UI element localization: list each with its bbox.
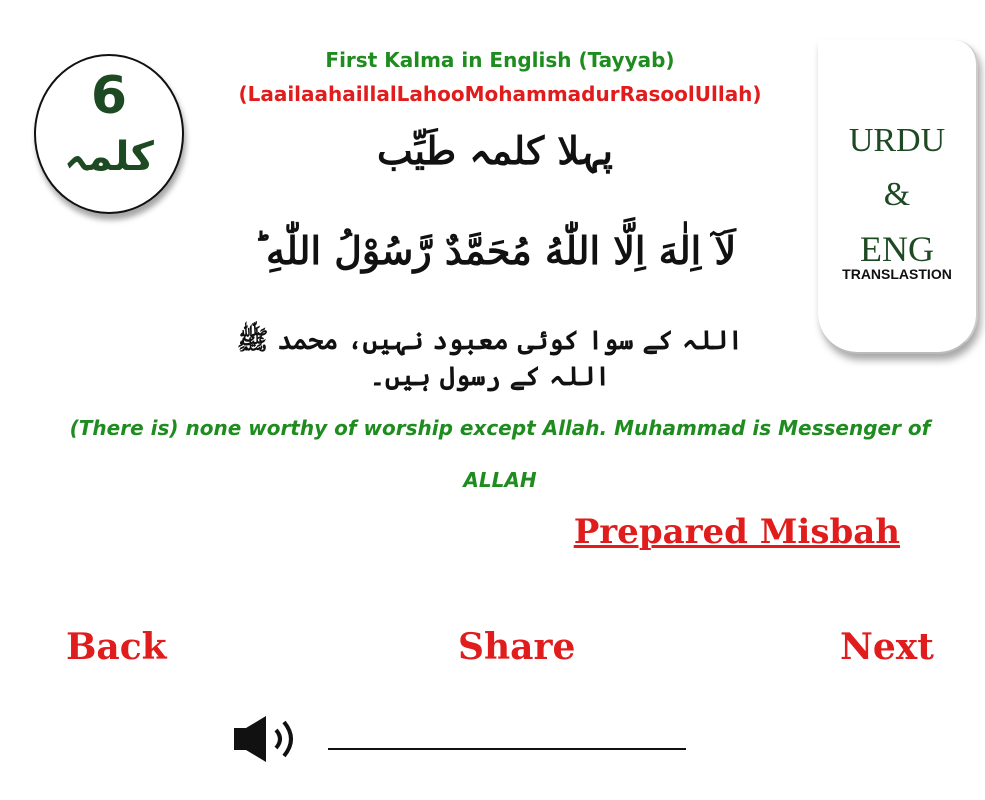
audio-seek-bar[interactable] xyxy=(328,748,686,750)
kalma-heading: پہلا کلمہ طَیِّب xyxy=(377,128,613,173)
kalma-logo xyxy=(34,54,184,214)
badge-eng-label: ENG xyxy=(860,229,934,269)
badge-ampersand: & xyxy=(883,176,911,213)
urdu-translation: اللہ کے سوا کوئی معبود نہیں، محمد ﷺ اللہ کے رسول ہیں۔ xyxy=(236,326,744,392)
kalma-arabic-text: لَآ اِلٰهَ اِلَّا اللّٰهُ مُحَمَّدٌ رَّسُوْلُ اللّٰهِ ؕ xyxy=(253,228,737,273)
share-button[interactable]: Share xyxy=(458,626,576,668)
badge-urdu-label: URDU xyxy=(848,122,946,159)
transliteration: (LaailaahaillalLahooMohammadurRasoolUllah) xyxy=(238,82,762,106)
translation-badge xyxy=(818,40,978,354)
logo-number: 6 xyxy=(90,66,128,126)
speaker-icon[interactable] xyxy=(232,712,304,768)
next-button[interactable]: Next xyxy=(840,626,934,668)
badge-translation-label: TRANSLASTION xyxy=(842,266,952,282)
english-translation: (There is) none worthy of worship except Allah. Muhammad is Messenger of ALLAH xyxy=(69,416,931,492)
logo-word: کلمہ xyxy=(64,134,154,180)
back-button[interactable]: Back xyxy=(66,626,167,668)
page-title: First Kalma in English (Tayyab) xyxy=(325,48,675,72)
credit-link[interactable]: Prepared Misbah xyxy=(573,512,900,552)
